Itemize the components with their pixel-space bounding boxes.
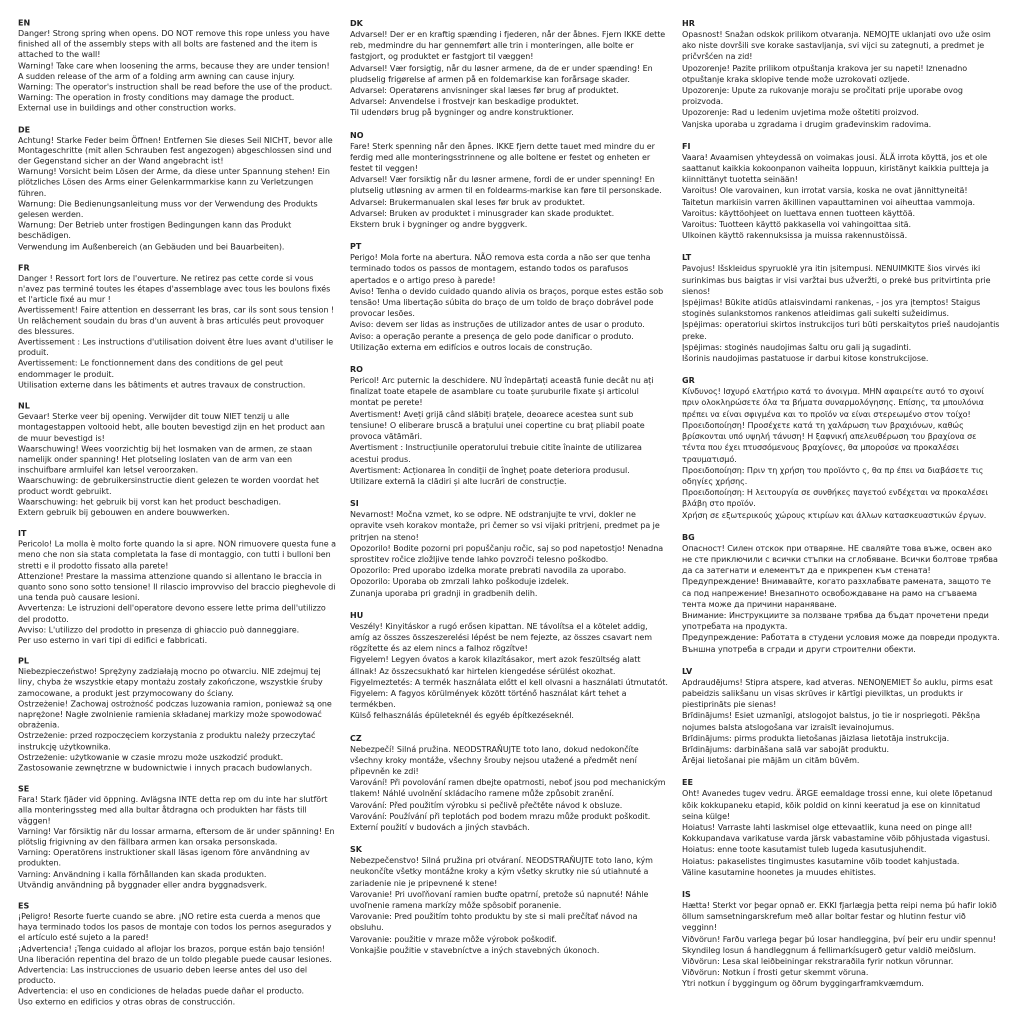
warning-text: Advarsel: Operatørens anvisninger skal læses før brug af produktet. <box>350 86 619 96</box>
language-section <box>350 733 668 834</box>
warning-text: Varning: Användning i kalla förhållanden kan skada produkten. <box>18 870 267 879</box>
warning-text: Figyelmeztetés: A termék használata előtt el kell olvasni a használati útmutatót. <box>350 677 668 687</box>
warning-text: Advertencia: el uso en condiciones de heladas puede dañar el producto. <box>18 987 305 996</box>
warning-text: Advarsel! Der er en kraftig spænding i fjederen, når der åbnes. Fjern IKKE dette reb, medmindre du har gennemført alle trin i monteringen, alle bolte er fastgjort, og produktet er fastgjort til væggen! <box>350 30 666 62</box>
warning-text: Upozorenje! Pazite prilikom otpuštanja krakova jer su napeti! Iznenadno otpuštanje kraka sklopive tende može uzrokovati ozljede. <box>682 63 968 84</box>
language-section <box>350 610 668 722</box>
language-code: NL <box>18 401 30 411</box>
language-section <box>682 532 1000 655</box>
warning-text: Avertissement : Les instructions d'utilisation doivent être lues avant d'utiliser le produit. <box>18 338 334 358</box>
warning-text: Warning: The operation in frosty conditions may damage the product. <box>18 93 295 103</box>
warning-text: Waarschuwing: de gebruikersinstructie dient gelezen te worden voordat het product wordt gebruikt. <box>18 476 319 496</box>
warning-text: Opozorilo! Bodite pozorni pri popuščanju ročic, saj so pod napetostjo! Nenadna sprostitev ročice zložljive tende lahko povzroči telesno poškodbo. <box>350 543 664 564</box>
warning-text: Προειδοποίηση! Προσέχετε κατά τη χαλάρωση των βραχιόνων, καθώς βρίσκονται υπό υψηλή τάνυση! Η ξαφνική απελευθέρωση του βραχίονα σε τέντα που έχει πτυσσόμενους βραχίονες, θα μπορούσε να προκαλέσει τραυματισμό. <box>682 420 977 464</box>
language-section <box>682 777 1000 878</box>
warning-text: Varoitus: Tuotteen käyttö pakkasella voi vahingoittaa sitä. <box>682 220 912 230</box>
warning-text: Χρήση σε εξωτερικούς χώρους κτιρίων και άλλων κατασκευαστικών έργων. <box>682 510 987 520</box>
warning-text: Viðvörun: Lesa skal leiðbeiningar rekstraraðila fyrir notkun vörunnar. <box>682 957 954 967</box>
language-section <box>682 666 1000 767</box>
language-code: LT <box>682 253 692 263</box>
warning-text: Perigo! Mola forte na abertura. NÃO remova esta corda a não ser que tenha terminado todos os passos de montagem, estando todos os parafusos apertados e o artigo preso à parede! <box>350 253 651 285</box>
language-section <box>682 889 1000 990</box>
warning-text: Външна употреба в сгради и други строителни обекти. <box>682 644 916 654</box>
warning-text: Avertissement: Le fonctionnement dans des conditions de gel peut endommager le produit. <box>18 359 283 379</box>
warning-text: Warning! Take care when loosening the arms, because they are under tension! A sudden release of the arm of a folding arm awning can cause injury. <box>18 61 330 81</box>
language-section <box>18 901 336 1008</box>
language-code: ES <box>18 901 30 911</box>
warning-text: Uso externo en edificios y otras obras de construcción. <box>18 997 236 1007</box>
warning-text: Veszély! Kinyitáskor a rugó erősen kipattan. NE távolítsa el a kötelet addig, amíg az összes összeszerelési lépést be nem fejezte, az összes csavart nem rögzítette és az elem nincs a falhoz rögzítve! <box>350 621 652 654</box>
warning-text: Avertisment! Aveți grijă când slăbiți brațele, deoarece acestea sunt sub tensiune! O eliberare bruscă a brațului unei copertine cu braț pliabil poate provoca vătămări. <box>350 409 645 442</box>
warning-text: Nebezpečí! Silná pružina. NEODSTRAŇUJTE toto lano, dokud nedokončíte všechny kroky montáže, všechny šrouby nejsou utažené a předmět není připevněn ke zdi! <box>350 744 639 776</box>
warning-text: Upozorenje: Rad u ledenim uvjetima može oštetiti proizvod. <box>682 108 919 118</box>
language-code: PT <box>350 242 362 252</box>
language-section <box>18 263 336 391</box>
language-section <box>18 784 336 891</box>
language-code: IT <box>18 529 27 539</box>
warning-text: Gevaar! Sterke veer bij opening. Verwijder dit touw NIET tenzij u alle montagestappen voltooid hebt, alle bouten bevestigd zijn en het product aan de muur bevestigd is! <box>18 412 325 443</box>
language-code: CZ <box>350 733 362 743</box>
language-code: EN <box>18 18 31 28</box>
warning-text: Pericol! Arc puternic la deschidere. NU îndepărtați această funie decât nu ați finalizat toate etapele de asamblare cu toate șuruburile fixate și articolul montat pe perete! <box>350 376 654 408</box>
language-section <box>682 18 1000 130</box>
warning-text: Warning: The operator's instruction shall be read before the use of the product. <box>18 82 333 92</box>
warning-text: Niebezpieczeństwo! Sprężyny zadziałają mocno po otwarciu. NIE zdejmuj tej liny, chyba że wszystkie etapy montażu zostały zakończone, wszystkie śruby zamocowane, a produkt jest przymocowany do ściany. <box>18 667 323 698</box>
warning-text: Advarsel! Vær forsiktig når du løsner armene, fordi de er under spenning! En plutselig utløsning av armen til en foldearms-markise kan føre til personskade. <box>350 175 662 196</box>
warning-text: Išorinis naudojimas pastatuose ir darbui kitose konstrukcijose. <box>682 354 929 364</box>
warning-text: Viðvörun: Notkun í frosti getur skemmt vöruna. <box>682 968 869 978</box>
warning-text: Brīdinājums: pirms produkta lietošanas jāizlasa lietotāja instrukcija. <box>682 733 950 743</box>
warning-text: ¡Peligro! Resorte fuerte cuando se abre. ¡NO retire esta cuerda a menos que haya terminado todos los pasos de montaje con todos los pernos asegurados y el artículo esté sujeto a la pared! <box>18 912 332 943</box>
warning-text: Advarsel: Brukermanualen skal leses før bruk av produktet. <box>350 197 585 207</box>
warning-text: Opasnost! Snažan odskok prilikom otvaranja. NEMOJTE uklanjati ovo uže osim ako niste dovršili sve korake sastavljanja, svi vijci su zategnuti, a predmet je pričvršćen na zid! <box>682 30 991 62</box>
warning-text: Fara! Stark fjäder vid öppning. Avlägsna INTE detta rep om du inte har slutfört alla monteringssteg med alla bultar åtdragna och produkten har fästs till väggen! <box>18 795 328 826</box>
warning-text: Upozorenje: Upute za rukovanje moraju se pročitati prije uporabe ovog proizvoda. <box>682 86 963 107</box>
warning-text: Vonkajšie použitie v stavebníctve a iných stavebných úkonoch. <box>350 945 600 955</box>
warning-text: Hoiatus: pakaselistes tingimustes kasutamine võib toodet kahjustada. <box>682 856 960 866</box>
language-section <box>18 18 336 114</box>
warning-text: Varování: Před použitím výrobku si pečlivě přečtěte návod k obsluze. <box>350 800 623 810</box>
warning-text: Avvertenza: Le istruzioni dell'operatore devono essere lette prima dell'utilizzo del prodotto. <box>18 604 326 624</box>
language-section <box>350 364 668 487</box>
warning-text: Внимание: Инструкциите за ползване трябва да бъдат прочетени преди употребата на продукта. <box>682 610 989 632</box>
warning-text: Опасност! Силен отскок при отваряне. НЕ сваляйте това въже, освен ако не сте приключили с всички стъпки на сглобяване. Всички болтове трябва да са затегнати и елементът да е прикрепен към стената! <box>682 543 998 576</box>
warning-text: Pericolo! La molla è molto forte quando la si apre. NON rimuovere questa fune a meno che non sia stata completata la fase di montaggio, con tutti i bulloni ben stretti e il prodotto fissato alla parete! <box>18 540 337 570</box>
warning-text: Ostrzeżenie: użytkowanie w czasie mrozu może uszkodzić produkt. <box>18 753 284 762</box>
warning-text: Предупреждение: Работата в студени условия може да повреди продукта. <box>682 633 1000 643</box>
warning-text: Zastosowanie zewnętrzne w budownictwie i innych pracach budowlanych. <box>18 763 313 773</box>
language-code: EE <box>682 778 693 788</box>
warning-text: Aviso: a operação perante a presença de gelo pode danificar o produto. <box>350 331 634 341</box>
warning-text: Fare! Sterk spenning når den åpnes. IKKE fjern dette tauet med mindre du er ferdig med alle monteringsstrinnene og alle boltene er festet og enheten er festet til veggen! <box>350 141 655 174</box>
warning-text: Külső felhasználás épületeknél és egyéb építkezéseknél. <box>350 711 574 721</box>
warning-text: Ārējai lietošanai pie mājām un citām būvēm. <box>682 756 860 766</box>
warning-text: Ytri notkun í byggingum og öðrum byggingarframkvæmdum. <box>682 979 924 989</box>
warning-text: Κίνδυνος! Ισχυρό ελατήριο κατά το άνοιγμα. ΜΗΝ αφαιρείτε αυτό το σχοινί πριν ολοκληρώσετε όλα τα βήματα συναρμολόγησης. Επίσης, τα μπουλόνια πρέπει να είναι σφιγμένα και το προϊόν να είναι στερεωμένο στον τοίχο! <box>682 387 984 419</box>
warning-text: Til udendørs brug på bygninger og andre konstruktioner. <box>350 108 574 118</box>
warning-text: Ostrzeżenie: przed rozpoczęciem korzystania z produktu należy przeczytać instrukcję użytkownika. <box>18 731 316 751</box>
language-code: SK <box>350 845 362 855</box>
language-section <box>18 529 336 646</box>
language-section <box>350 844 668 956</box>
warning-text: Externí použití v budovách a jiných stavbách. <box>350 822 530 832</box>
warning-text: Warnung: Der Betrieb unter frostigen Bedingungen kann das Produkt beschädigen. <box>18 221 292 241</box>
column-left <box>18 18 336 1018</box>
language-code: RO <box>350 365 363 375</box>
warning-text: Warnung: Die Bedienungsanleitung muss vor der Verwendung des Produkts gelesen werden. <box>18 199 318 220</box>
language-section <box>682 252 1000 364</box>
warning-text: Waarschuwing! Wees voorzichtig bij het losmaken van de armen, ze staan namelijk onder spanning! Het plotseling loslaten van de arm van een inschuifbare armluifel kan letsel veroorzaken. <box>18 444 313 475</box>
warning-text: Vanjska uporaba u zgradama i drugim građevinskim radovima. <box>682 119 932 129</box>
warning-text: Nebezpečenstvo! Silná pružina pri otváraní. NEODSTRAŇUJTE toto lano, kým neukončíte všetky montážne kroky a kým všetky skrutky nie sú utiahnuté a zariadenie nie je pripevnené k stene! <box>350 856 653 888</box>
warning-text: Advertencia: Las instrucciones de usuario deben leerse antes del uso del producto. <box>18 965 308 985</box>
language-section <box>18 401 336 518</box>
warning-text: Danger ! Ressort fort lors de l'ouverture. Ne retirez pas cette corde si vous n'avez pas terminé toutes les étapes d'assemblage avec tous les boulons fixés et l'article fixé au mur ! <box>18 274 331 304</box>
warning-text: Varování: Používání při teplotách pod bodem mrazu může produkt poškodit. <box>350 811 651 821</box>
warning-text: Utilizare externă la clădiri și alte lucrări de construcție. <box>350 476 567 486</box>
warning-text: Avertisment : Instrucțiunile operatorului trebuie citite înainte de utilizarea acestui produs. <box>350 443 642 464</box>
warning-text: Ulkoinen käyttö rakennuksissa ja muissa rakennustöissä. <box>682 231 908 241</box>
warning-text: Väline kasutamine hoonetes ja muudes ehitistes. <box>682 867 877 877</box>
warning-text: Brīdinājums: darbināšana salā var sabojāt produktu. <box>682 744 890 754</box>
warning-text: Utilisation externe dans les bâtiments et autres travaux de construction. <box>18 380 306 390</box>
warning-text: Figyelem: A fagyos körülmények között történő használat kárt tehet a termékben. <box>350 688 627 710</box>
warning-text: Attenzione! Prestare la massima attenzione quando si allentano le braccia in quanto sono sono sotto tensione! Il rilascio improvviso del braccio pieghevole di una tenda può causare lesioni. <box>18 572 336 602</box>
warning-text: Viðvörun! Farðu varlega þegar þú losar handleggina, því þeir eru undir spennu! Skyndileg losun á handleggnum á fellimarkísugerð getur valdið meiðslum. <box>682 934 997 955</box>
warning-text: Ekstern bruk i bygninger og andre byggverk. <box>350 220 528 230</box>
language-section <box>350 498 668 599</box>
warning-text: Brīdinājums! Esiet uzmanīgi, atslogojot balstus, jo tie ir nospriegoti. Pēkšņa nojumes balsta atslogošana var izraisīt ievainojumus. <box>682 711 981 732</box>
language-code: GR <box>682 376 695 386</box>
language-code: HR <box>682 19 695 28</box>
language-section <box>18 656 336 773</box>
warning-text: Įspėjimas: operatoriui skirtos instrukcijos turi būti perskaitytos prieš naudojantis preke. <box>682 320 1000 341</box>
warning-text: Προειδοποίηση: Η λειτουργία σε συνθήκες παγετού ενδέχεται να προκαλέσει βλάβη στο προϊόν. <box>682 488 989 509</box>
warning-text: Achtung! Starke Feder beim Öffnen! Entfernen Sie dieses Seil NICHT, bevor alle Montageschritte (mit allen Schrauben fest angezogen) abgeschlossen sind und der Gegenstand sicher an der Wand angebracht ist! <box>18 135 333 166</box>
warning-text: Προειδοποίηση: Πριν τη χρήση του προϊόντο ς, θα πρ έπει να διαβάσετε τις οδηγίες χρήσης. <box>682 465 984 486</box>
warning-text: Įspėjimas! Būkite atidūs atlaisvindami rankenas, - jos yra įtemptos! Staigus stoginės sulankstomos rankenos atleidimas gali sukelti sužeidimus. <box>682 298 981 319</box>
warning-text: Varning! Var försiktig när du lossar armarna, eftersom de är under spänning! En plötslig frigivning av den fällbara armen kan orsaka personskada. <box>18 827 335 847</box>
warning-text: Figyelem! Legyen óvatos a karok kilazításakor, mert azok feszültség alatt állnak! Az összecsukható kar hirtelen kiengedése sérülést okozhat. <box>350 655 641 676</box>
language-section <box>682 375 1000 520</box>
language-code: FI <box>682 141 691 151</box>
language-code: DE <box>18 125 31 134</box>
warning-text: Advarsel! Vær forsigtig, når du løsner armene, da de er under spænding! En pludselig frigørelse af armen på en foldemarkise kan forårsage skader. <box>350 63 653 84</box>
warning-text: Opozorilo: Pred uporabo izdelka morate prebrati navodila za uporabo. <box>350 566 627 576</box>
warning-text: Zunanja uporaba pri gradnji in gradbenih delih. <box>350 588 538 598</box>
warning-text: Varovanie: použitie v mraze môže výrobok poškodiť. <box>350 934 557 944</box>
language-code: NO <box>350 130 364 140</box>
warning-text: Advarsel: Bruken av produktet i minusgrader kan skade produktet. <box>350 208 615 218</box>
warning-text: ¡Advertencia! ¡Tenga cuidado al aflojar los brazos, porque están bajo tensión! Una liberación repentina del brazo de un toldo plegable puede causar lesiones. <box>18 944 332 964</box>
language-section <box>682 141 1000 242</box>
warning-text: Vaara! Avaamisen yhteydessä on voimakas jousi. ÄLÄ irrota köyttä, jos et ole saattanut kaikkia kokoonpanon vaiheita loppuun, kiristänyt kaikkia pultteja ja kiinnittänyt tuotetta seinään! <box>682 152 989 185</box>
language-section <box>350 130 668 231</box>
warning-text: Oht! Avanedes tugev vedru. ÄRGE eemaldage trossi enne, kui olete lõpetanud kõik kokkupaneku etapid, kõik poldid on kinni keeratud ja ese on kinnitatud seina külge! <box>682 789 993 821</box>
language-section <box>350 241 668 353</box>
language-code: FR <box>18 263 30 273</box>
warning-text: Varning: Operatörens instruktioner skall läsas igenom före användning av produkten. <box>18 848 310 868</box>
language-code: HU <box>350 610 364 620</box>
language-section <box>18 124 336 252</box>
language-code: DK <box>350 19 363 28</box>
warning-text: Hoiatus! Varraste lahti laskmisel olge ettevaatlik, kuna need on pinge all! Kokkupandava varikatuse varda järsk vabastamine võib põhjustada vigastusi. <box>682 822 990 844</box>
warning-text: Waarschuwing: het gebruik bij vorst kan het product beschadigen. <box>18 497 281 507</box>
warning-text: Предупреждение! Внимавайте, когато разхлабвате рамената, защото те са под напрежение! Внезапното освобождаване на рамо на сгъваема тента може да причини нараняване. <box>682 577 991 609</box>
warning-text: Utilização externa em edifícios e outros locais de construção. <box>350 342 593 352</box>
language-code: SE <box>18 784 30 794</box>
warning-text: Danger! Strong spring when opens. DO NOT remove this rope unless you have finished all of the assembly steps with all bolts are fastened and the item is attached to the wall! <box>18 29 330 60</box>
warning-text: Avertissement! Faire attention en desserrant les bras, car ils sont sous tension ! Un relâchement soudain du bras d'un auvent à bras articulés peut provoquer des blessures. <box>18 306 335 336</box>
warning-text: Advarsel: Anvendelse i frostvejr kan beskadige produktet. <box>350 97 579 107</box>
warning-text: Opozorilo: Uporaba ob zmrzali lahko poškoduje izdelek. <box>350 577 569 587</box>
warning-text: Varování! Při povolování ramen dbejte opatrnosti, neboť jsou pod mechanickým tlakem! Náhlé uvolnění skládacího ramene může způsobit zranění. <box>350 778 666 799</box>
warning-text: Hoiatus: enne toote kasutamist tuleb lugeda kasutusjuhendit. <box>682 845 927 855</box>
warning-text: Extern gebruik bij gebouwen en andere bouwwerken. <box>18 508 230 517</box>
warning-text: Avviso: L'utilizzo del prodotto in presenza di ghiaccio può danneggiare. <box>18 625 300 634</box>
warning-text: Pavojus! Išskleidus spyruoklė yra itin įsitempusi. NENUIMKITE šios virvės iki surinkimas bus baigtas ir visi varžtai bus užveržti, o prekė bus pritvirtinta prie sienos! <box>682 264 991 296</box>
warning-text: Aviso! Tenha o devido cuidado quando alivia os braços, porque estes estão sob tensão! Uma libertação súbita do braço de um toldo de braço dobrável pode provocar lesões. <box>350 286 664 319</box>
warning-text: Varovanie: Pred použitím tohto produktu by ste si mali prečítať návod na obsluhu. <box>350 912 638 933</box>
warning-text: Nevarnost! Močna vzmet, ko se odpre. NE odstranjujte te vrvi, dokler ne opravite vseh korakov montaže, pri čemer so vsi vijaki pritrjeni, predmet pa je pritrjen na steno! <box>350 510 660 542</box>
language-section <box>350 18 668 119</box>
warning-text: Varoitus: käyttöohjeet on luettava ennen tuotteen käyttöä. <box>682 208 915 218</box>
warning-text: Hætta! Sterkt vor þegar opnað er. EKKI fjarlægja þetta reipi nema þú hafir lokið öllum samsetningarskrefum með allar boltar festar og hlutinn festur við vegginn! <box>682 901 997 933</box>
warning-text: Aviso: devem ser lidas as instruções de utilizador antes de usar o produto. <box>350 320 645 330</box>
warning-text: Varovanie! Pri uvoľňovaní ramien buďte opatrní, pretože sú napnuté! Náhle uvoľnenie ramena markízy môže spôsobiť poranenie. <box>350 889 649 910</box>
warning-text: Warnung! Vorsicht beim Lösen der Arme, da diese unter Spannung stehen! Ein plötzliches Lösen des Arms einer Gelenkarmmarkise kann zu Verletzungen führen. <box>18 167 330 198</box>
warning-text: Verwendung im Außenbereich (an Gebäuden und bei Bauarbeiten). <box>18 242 285 252</box>
column-middle <box>350 18 668 967</box>
warning-text: Per uso esterno in vari tipi di edifici e fabbricati. <box>18 636 208 645</box>
warning-text: Varoitus! Ole varovainen, kun irrotat varsia, koska ne ovat jännittyneitä! Taitetun markiisin varren äkillinen vapauttaminen voi aiheuttaa vammoja. <box>682 186 975 207</box>
language-code: BG <box>682 532 695 542</box>
warning-text: Ostrzeżenie! Zachowaj ostrożność podczas luzowania ramion, ponieważ są one naprężone! Nagłe zwolnienie ramienia składanej markizy może spowodować obrażenia. <box>18 699 332 730</box>
warning-text: Avertisment: Acționarea în condiții de îngheț poate deteriora produsul. <box>350 465 630 475</box>
column-right <box>682 18 1000 1001</box>
language-code: LV <box>682 666 693 676</box>
warning-text: Apdraudējums! Stipra atspere, kad atveras. NENOŅEMIET šo auklu, pirms esat pabeidzis salikšanu un visas skrūves ir kārtīgi pievilktas, un produkts ir piestiprināts pie sienas! <box>682 677 993 710</box>
language-code: PL <box>18 657 29 666</box>
language-code: SI <box>350 499 359 509</box>
warning-text: Įspėjimas: stoginės naudojimas šaltu oru gali ją sugadinti. <box>682 342 912 352</box>
language-code: IS <box>682 890 691 899</box>
warning-text: External use in buildings and other construction works. <box>18 104 237 113</box>
warning-text: Utvändig användning på byggnader eller andra byggnadsverk. <box>18 880 267 890</box>
